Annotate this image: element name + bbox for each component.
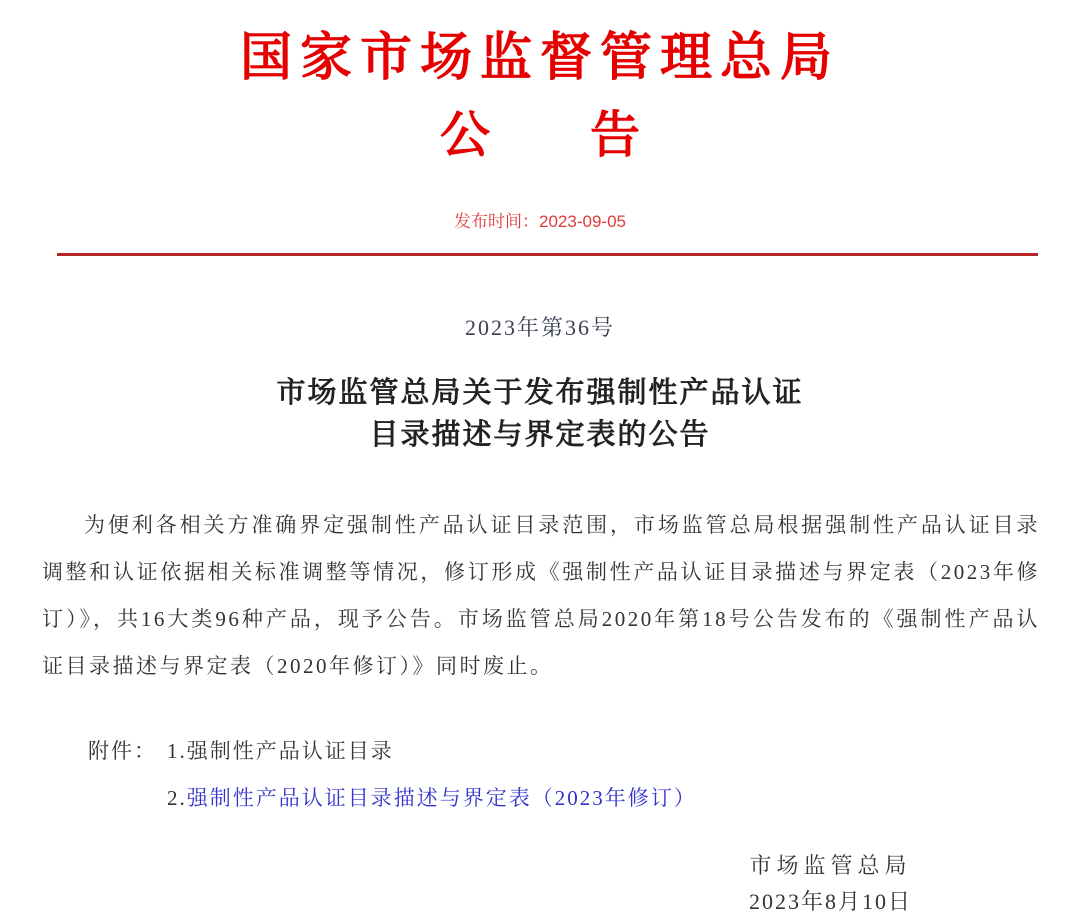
body-paragraph: 为便利各相关方准确界定强制性产品认证目录范围，市场监管总局根据强制性产品认证目录调整和认证依据相关标准调整等情况，修订形成《强制性产品认证目录描述与界定表（2023年修订）》，共16大类96种产品，现予公告。市场监管总局2020年第18号公告发布的《强制性产品认证目录描述与界定表（2020年修订）》同时废止。	[42, 513, 1040, 678]
attachment-item-2-link[interactable]: 强制性产品认证目录描述与界定表（2023年修订）	[186, 786, 697, 810]
signature-date: 2023年8月10日	[748, 889, 912, 914]
publish-date-line	[0, 212, 1080, 232]
attachment-item-1-number: 1.	[167, 739, 187, 763]
doc-title-line-1: 市场监管总局关于发布强制性产品认证	[276, 377, 804, 409]
attachment-item-2-number: 2.	[167, 786, 187, 810]
announcement-heading	[0, 106, 1080, 164]
attachment-item-2	[167, 775, 697, 822]
attachment-item-1	[167, 728, 697, 775]
doc-title	[0, 372, 1080, 456]
doc-number: 2023年第36号	[464, 315, 615, 340]
announcement-heading-char-1: 公	[440, 107, 490, 163]
doc-title-line-2: 目录描述与界定表的公告	[369, 419, 711, 451]
publish-date-value: 2023-09-05	[539, 212, 626, 231]
attachments-block	[88, 728, 1080, 822]
attachments-label: 附件：	[88, 739, 157, 763]
announcement-heading-char-2: 告	[590, 107, 640, 163]
signature-block	[749, 848, 912, 920]
agency-title: 国家市场监督管理总局	[239, 30, 840, 87]
attachments-list	[167, 728, 697, 822]
header-divider-rule	[57, 253, 1038, 256]
publish-date-label: 发布时间：	[454, 212, 540, 231]
attachment-item-1-text: 强制性产品认证目录	[186, 739, 394, 763]
signature-org: 市场监管总局	[749, 853, 912, 878]
announcement-page	[0, 28, 1080, 913]
